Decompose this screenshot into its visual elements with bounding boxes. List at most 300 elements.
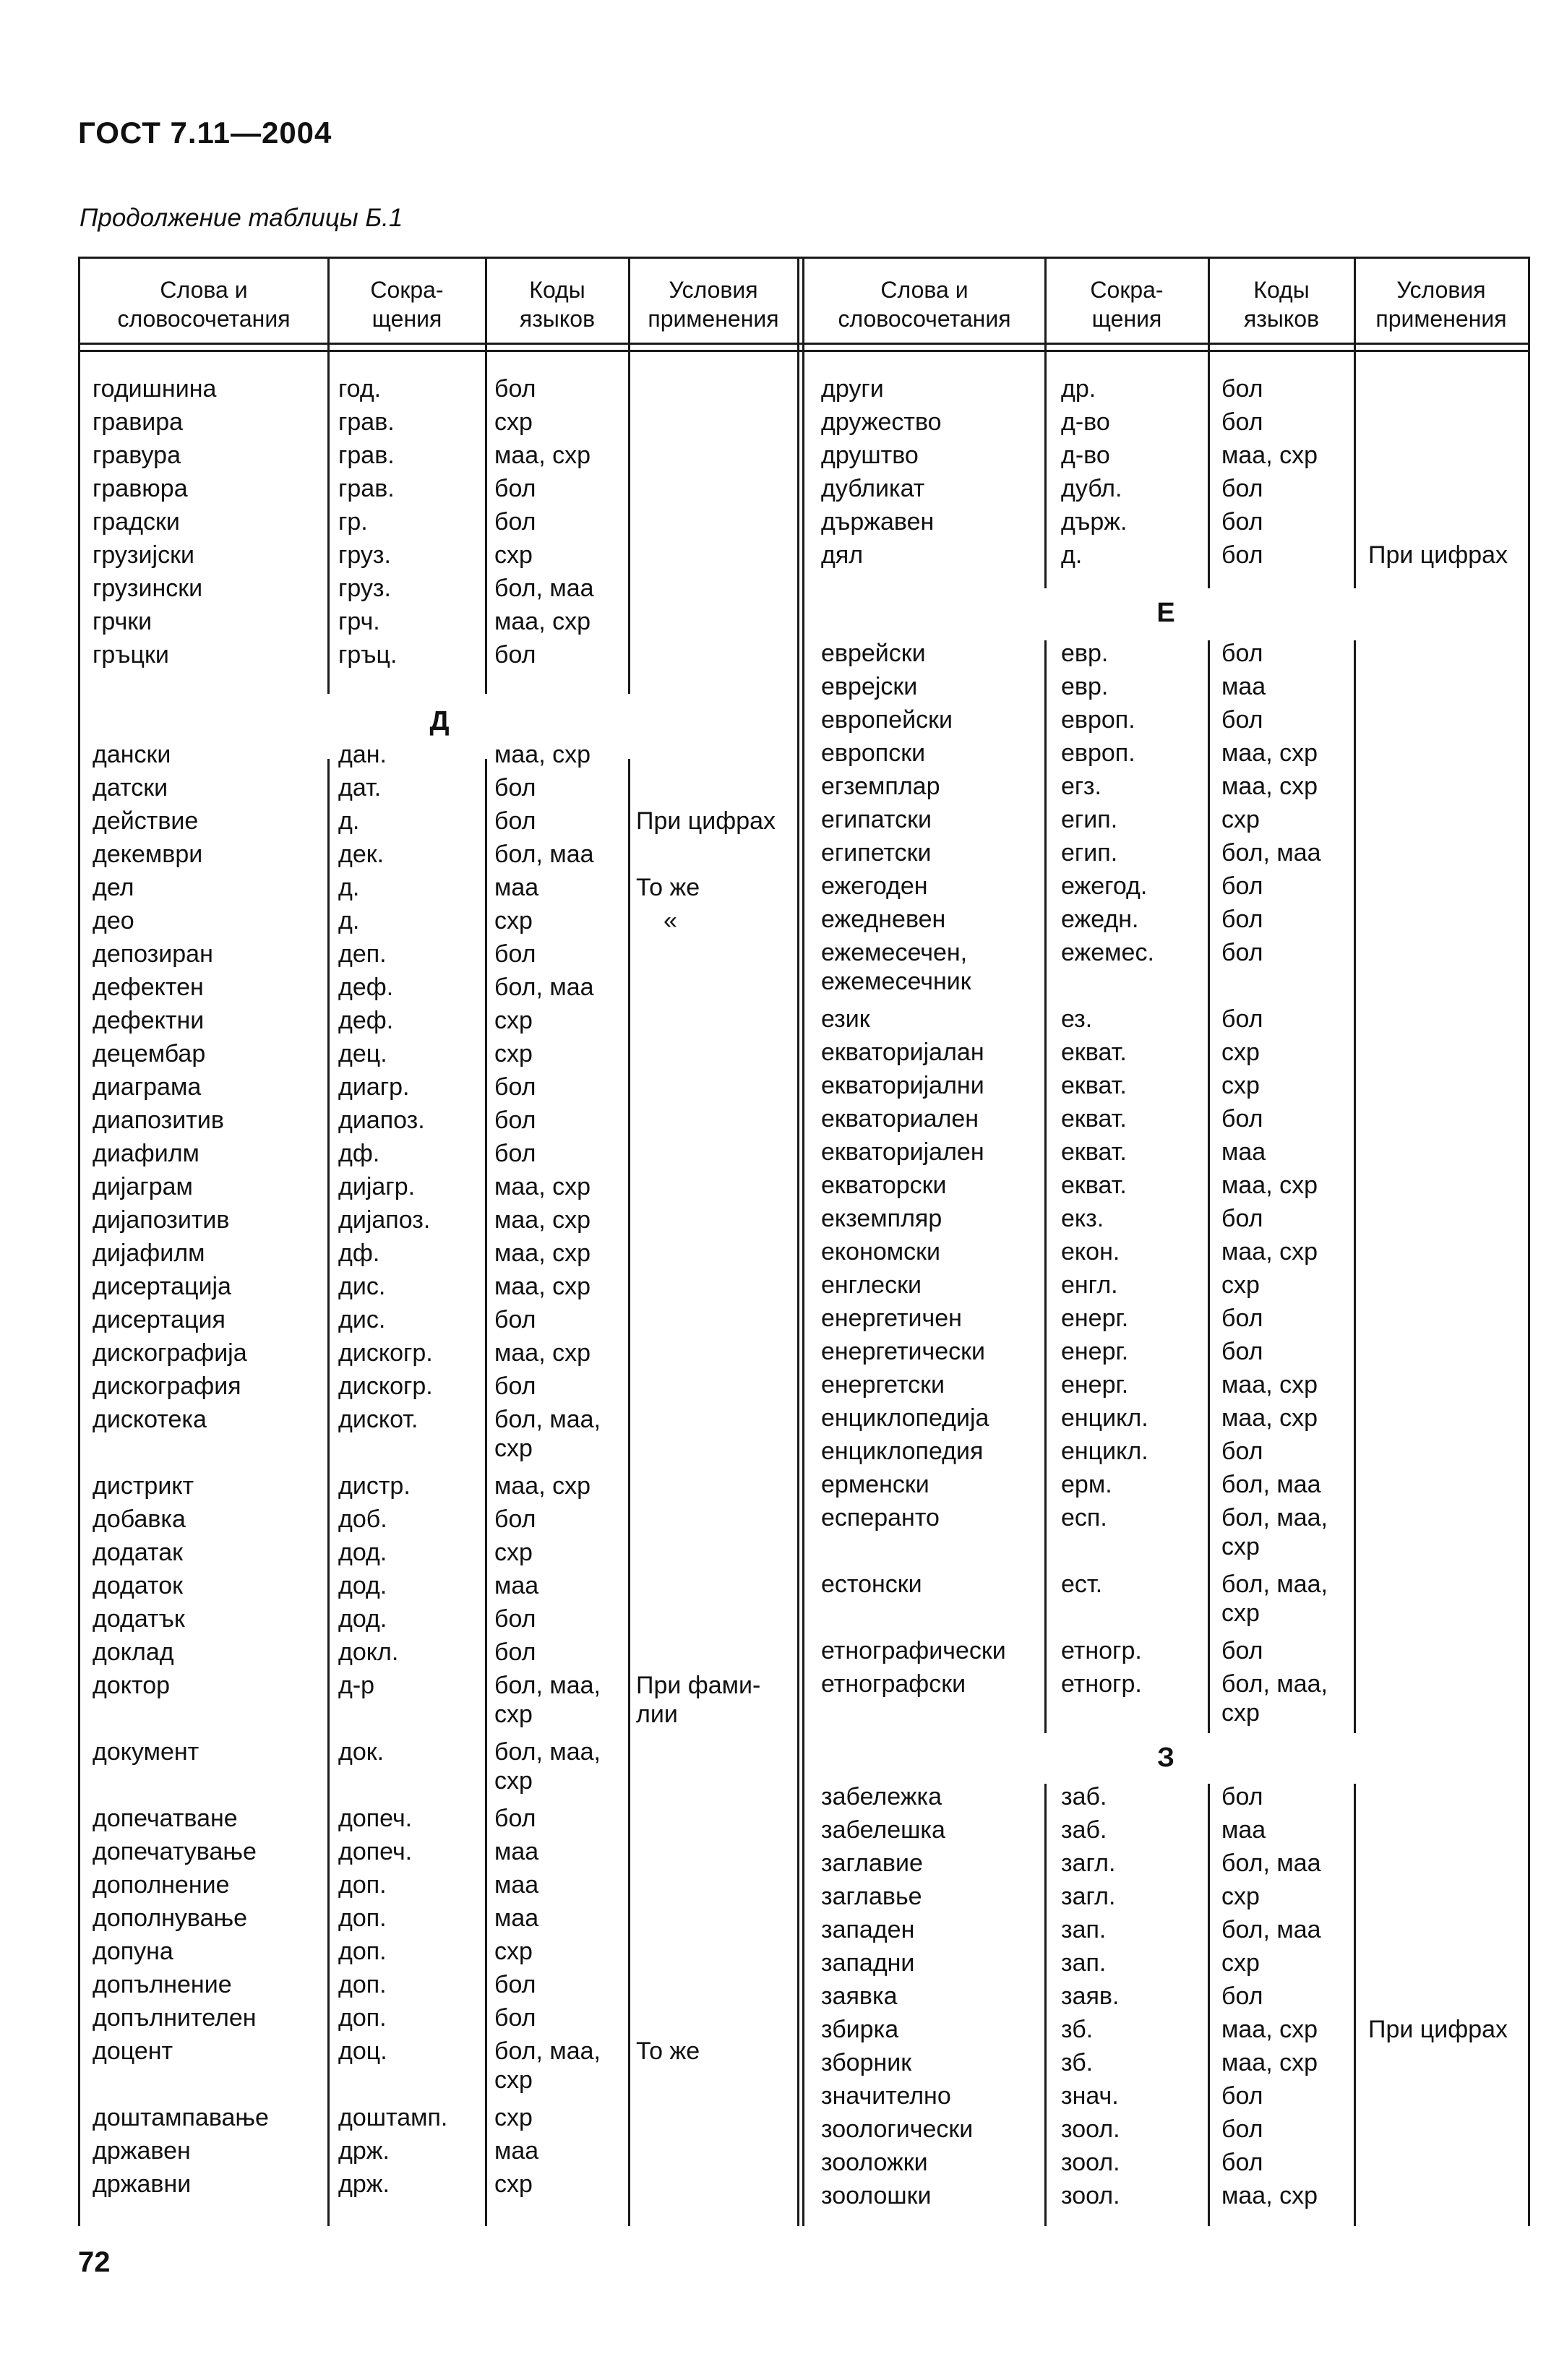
left-language-codes-cell: маа, схр <box>494 442 590 469</box>
left-language-codes-cell: бол, маа, схр <box>494 1406 601 1462</box>
left-abbreviation-cell: доп. <box>338 1904 387 1932</box>
left-language-codes-cell: маа <box>494 1572 539 1599</box>
right-language-codes-cell: маа <box>1221 1816 1266 1844</box>
body-vrule <box>1208 640 1210 1733</box>
right-abbreviation-cell: етногр. <box>1061 1670 1142 1698</box>
right-language-codes-cell: бол, маа, схр <box>1221 1571 1328 1627</box>
right-word-cell: екваторијалан <box>821 1039 984 1066</box>
right-word-cell: еврејски <box>821 673 918 700</box>
left-language-codes-cell: бол <box>494 1605 536 1633</box>
left-language-codes-cell: бол <box>494 1140 536 1167</box>
left-word-cell: доктор <box>93 1672 171 1699</box>
left-abbreviation-cell: дод. <box>338 1539 387 1566</box>
body-vrule <box>802 350 804 2226</box>
left-conditions-cell: При фами- лии <box>636 1672 761 1728</box>
left-language-codes-cell: маа, схр <box>494 741 590 768</box>
left-word-cell: гравюра <box>93 475 188 502</box>
left-word-cell: диапозитив <box>93 1107 224 1134</box>
left-abbreviation-cell: дистр. <box>338 1472 411 1500</box>
right-language-codes-cell: бол <box>1221 2082 1263 2110</box>
left-language-codes-cell: маа, схр <box>494 1273 590 1300</box>
right-word-cell: економски <box>821 1238 941 1266</box>
left-abbreviation-cell: допеч. <box>338 1805 413 1832</box>
left-word-cell: дискографија <box>93 1339 247 1367</box>
right-language-codes-cell: маа <box>1221 1138 1266 1166</box>
right-language-codes-cell: бол, маа, схр <box>1221 1670 1328 1727</box>
left-word-cell: допуна <box>93 1938 173 1965</box>
left-language-codes-cell: бол <box>494 1107 536 1134</box>
left-abbreviation-cell: деф. <box>338 974 394 1001</box>
right-language-codes-cell: маа, схр <box>1221 2182 1318 2209</box>
right-abbreviation-cell: зап. <box>1061 1949 1107 1977</box>
right-language-codes-cell: бол, маа <box>1221 1916 1321 1943</box>
right-word-cell: екземпляр <box>821 1205 942 1232</box>
left-abbreviation-cell: доп. <box>338 1871 387 1899</box>
left-abbreviation-cell: дат. <box>338 774 382 802</box>
right-language-codes-cell: маа <box>1221 673 1266 700</box>
header-vrule <box>1044 257 1047 352</box>
right-abbreviation-cell: ерм. <box>1061 1471 1112 1498</box>
left-language-codes-cell: бол, маа <box>494 841 594 868</box>
left-language-codes-cell: схр <box>494 907 533 935</box>
left-abbreviation-cell: дф. <box>338 1140 380 1167</box>
left-word-cell: дополнение <box>93 1871 230 1899</box>
left-language-codes-cell: бол, маа <box>494 575 594 602</box>
left-abbreviation-cell: д. <box>338 874 360 901</box>
right-word-cell: дубликат <box>821 475 925 502</box>
right-language-codes-cell: бол <box>1221 541 1263 569</box>
left-language-codes-cell: маа <box>494 1871 539 1899</box>
right-word-cell: западен <box>821 1916 915 1943</box>
left-abbreviation-cell: дискогр. <box>338 1339 433 1367</box>
right-abbreviation-cell: д-во <box>1061 442 1110 469</box>
right-conditions-cell: При цифрах <box>1368 2016 1508 2043</box>
left-language-codes-cell: маа <box>494 874 539 901</box>
body-vrule <box>1208 1784 1210 2226</box>
left-abbreviation-cell: груз. <box>338 541 391 569</box>
left-conditions-cell: « <box>663 907 677 935</box>
col-header-abbr-right: Сокра- щения <box>1090 277 1164 332</box>
right-word-cell: заглавье <box>821 1883 922 1910</box>
left-abbreviation-cell: диапоз. <box>338 1107 425 1134</box>
left-language-codes-cell: маа, схр <box>494 1173 590 1200</box>
left-language-codes-cell: схр <box>494 408 533 436</box>
col-header-conditions-right: Условия применения <box>1375 277 1507 332</box>
left-abbreviation-cell: дф. <box>338 1240 380 1267</box>
left-language-codes-cell: схр <box>494 2104 533 2131</box>
left-language-codes-cell: маа, схр <box>494 1339 590 1367</box>
left-language-codes-cell: бол, маа, схр <box>494 1672 601 1728</box>
header-vrule <box>802 257 804 352</box>
left-abbreviation-cell: дан. <box>338 741 387 768</box>
left-abbreviation-cell: дискогр. <box>338 1372 433 1400</box>
right-abbreviation-cell: ежегод. <box>1061 872 1148 900</box>
right-language-codes-cell: маа, схр <box>1221 1404 1318 1432</box>
right-language-codes-cell: маа, схр <box>1221 2049 1318 2076</box>
left-language-codes-cell: маа, схр <box>494 608 590 635</box>
right-word-cell: зооложки <box>821 2149 928 2176</box>
right-abbreviation-cell: екз. <box>1061 1205 1104 1232</box>
left-word-cell: децембар <box>93 1040 206 1067</box>
right-abbreviation-cell: егз. <box>1061 773 1101 800</box>
left-language-codes-cell: маа, схр <box>494 1206 590 1234</box>
left-word-cell: дански <box>93 741 171 768</box>
right-language-codes-cell: бол, маа <box>1221 1850 1321 1877</box>
left-language-codes-cell: схр <box>494 1938 533 1965</box>
left-language-codes-cell: бол <box>494 1073 536 1101</box>
right-abbreviation-cell: зап. <box>1061 1916 1107 1943</box>
left-word-cell: доклад <box>93 1638 174 1666</box>
left-abbreviation-cell: д-р <box>338 1672 375 1699</box>
right-language-codes-cell: маа, схр <box>1221 739 1318 767</box>
col-header-codes-left: Коды языков <box>519 277 596 332</box>
left-abbreviation-cell: деп. <box>338 940 387 968</box>
left-language-codes-cell: бол <box>494 940 536 968</box>
section-letter: Д <box>429 706 450 736</box>
right-language-codes-cell: схр <box>1221 1949 1260 1977</box>
left-language-codes-cell: бол <box>494 641 536 669</box>
section-letter: З <box>1157 1743 1174 1773</box>
body-vrule <box>1354 350 1356 588</box>
left-word-cell: део <box>93 907 134 935</box>
left-language-codes-cell: схр <box>494 1007 533 1034</box>
left-abbreviation-cell: д. <box>338 907 360 935</box>
right-word-cell: естонски <box>821 1571 922 1598</box>
right-language-codes-cell: схр <box>1221 1271 1260 1299</box>
right-abbreviation-cell: зоол. <box>1061 2182 1120 2209</box>
right-word-cell: дружество <box>821 408 942 436</box>
left-language-codes-cell: маа <box>494 1838 539 1865</box>
left-abbreviation-cell: доп. <box>338 1938 387 1965</box>
header-vrule <box>78 257 80 352</box>
body-vrule <box>1044 1784 1047 2226</box>
left-word-cell: грчки <box>93 608 153 635</box>
right-language-codes-cell: бол <box>1221 1982 1263 2010</box>
left-conditions-cell: То же <box>636 2037 700 2065</box>
left-word-cell: додатак <box>93 1539 183 1566</box>
left-language-codes-cell: бол <box>494 774 536 802</box>
left-language-codes-cell: маа, схр <box>494 1240 590 1267</box>
right-word-cell: ежемесечен, ежемесечник <box>821 939 971 995</box>
right-word-cell: друштво <box>821 442 919 469</box>
right-word-cell: египетски <box>821 839 932 867</box>
left-abbreviation-cell: грав. <box>338 475 395 502</box>
left-abbreviation-cell: дискот. <box>338 1406 418 1433</box>
right-word-cell: зоологически <box>821 2115 974 2143</box>
left-abbreviation-cell: грав. <box>338 442 395 469</box>
left-word-cell: грузијски <box>93 541 194 569</box>
right-word-cell: забелешка <box>821 1816 945 1844</box>
right-language-codes-cell: схр <box>1221 806 1260 833</box>
right-abbreviation-cell: евр. <box>1061 640 1109 667</box>
right-language-codes-cell: бол, маа, схр <box>1221 1504 1328 1560</box>
right-abbreviation-cell: дубл. <box>1061 475 1122 502</box>
left-abbreviation-cell: држ. <box>338 2170 390 2198</box>
right-word-cell: египатски <box>821 806 932 833</box>
right-language-codes-cell: бол <box>1221 939 1263 966</box>
right-abbreviation-cell: енцикл. <box>1061 1438 1148 1465</box>
left-language-codes-cell: схр <box>494 541 533 569</box>
right-language-codes-cell: бол <box>1221 1105 1263 1133</box>
left-word-cell: диаграма <box>93 1073 202 1101</box>
right-abbreviation-cell: зоол. <box>1061 2149 1120 2176</box>
right-language-codes-cell: маа, схр <box>1221 773 1318 800</box>
right-abbreviation-cell: егип. <box>1061 806 1118 833</box>
right-abbreviation-cell: зб. <box>1061 2016 1094 2043</box>
right-language-codes-cell: бол <box>1221 408 1263 436</box>
body-vrule <box>1354 1784 1356 2226</box>
left-word-cell: градски <box>93 508 180 536</box>
left-language-codes-cell: бол <box>494 1372 536 1400</box>
right-abbreviation-cell: екват. <box>1061 1138 1127 1166</box>
body-vrule <box>628 350 630 694</box>
left-language-codes-cell: бол <box>494 1971 536 1998</box>
left-language-codes-cell: бол <box>494 375 536 403</box>
left-word-cell: дистрикт <box>93 1472 194 1500</box>
left-language-codes-cell: схр <box>494 2170 533 2198</box>
right-word-cell: екваторијален <box>821 1138 984 1166</box>
body-vrule <box>1044 640 1047 1733</box>
left-abbreviation-cell: гръц. <box>338 641 398 669</box>
body-vrule <box>327 759 330 2226</box>
left-abbreviation-cell: дец. <box>338 1040 387 1067</box>
left-word-cell: допълнение <box>93 1971 232 1998</box>
left-word-cell: дефектни <box>93 1007 205 1034</box>
left-language-codes-cell: бол <box>494 1805 536 1832</box>
right-abbreviation-cell: ест. <box>1061 1571 1103 1598</box>
right-abbreviation-cell: ез. <box>1061 1005 1093 1033</box>
left-language-codes-cell: схр <box>494 1539 533 1566</box>
right-language-codes-cell: бол <box>1221 1205 1263 1232</box>
right-abbreviation-cell: зб. <box>1061 2049 1094 2076</box>
right-word-cell: значително <box>821 2082 951 2110</box>
left-abbreviation-cell: дијапоз. <box>338 1206 431 1234</box>
right-abbreviation-cell: заяв. <box>1061 1982 1120 2010</box>
left-abbreviation-cell: доб. <box>338 1505 387 1533</box>
right-abbreviation-cell: етногр. <box>1061 1637 1142 1664</box>
right-abbreviation-cell: енерг. <box>1061 1338 1129 1365</box>
left-word-cell: државни <box>93 2170 192 2198</box>
right-word-cell: еврейски <box>821 640 926 667</box>
left-word-cell: гравура <box>93 442 181 469</box>
left-language-codes-cell: бол, маа, схр <box>494 1738 601 1795</box>
col-header-conditions-left: Условия применения <box>648 277 779 332</box>
left-abbreviation-cell: д. <box>338 807 360 835</box>
right-abbreviation-cell: екват. <box>1061 1072 1127 1099</box>
left-language-codes-cell: бол <box>494 1306 536 1333</box>
header-vrule <box>1528 257 1530 352</box>
left-abbreviation-cell: док. <box>338 1738 385 1766</box>
right-abbreviation-cell: екват. <box>1061 1105 1127 1133</box>
right-language-codes-cell: маа, схр <box>1221 442 1318 469</box>
right-language-codes-cell: бол <box>1221 1438 1263 1465</box>
body-vrule <box>1044 350 1047 588</box>
right-language-codes-cell: бол <box>1221 706 1263 734</box>
left-word-cell: дијапозитив <box>93 1206 230 1234</box>
left-abbreviation-cell: диагр. <box>338 1073 410 1101</box>
right-language-codes-cell: бол, маа <box>1221 1471 1321 1498</box>
right-word-cell: збирка <box>821 2016 899 2043</box>
right-abbreviation-cell: загл. <box>1061 1883 1116 1910</box>
right-word-cell: егземплар <box>821 773 940 800</box>
header-vrule <box>327 257 330 352</box>
right-abbreviation-cell: знач. <box>1061 2082 1119 2110</box>
right-language-codes-cell: бол <box>1221 1637 1263 1664</box>
right-abbreviation-cell: държ. <box>1061 508 1128 536</box>
left-word-cell: допечатување <box>93 1838 257 1865</box>
right-abbreviation-cell: ежедн. <box>1061 906 1139 933</box>
right-word-cell: енергетически <box>821 1338 985 1365</box>
left-word-cell: дел <box>93 874 134 901</box>
right-abbreviation-cell: енцикл. <box>1061 1404 1148 1432</box>
left-word-cell: датски <box>93 774 168 802</box>
right-conditions-cell: При цифрах <box>1368 541 1508 569</box>
left-abbreviation-cell: доп. <box>338 1971 387 1998</box>
left-language-codes-cell: бол <box>494 1638 536 1666</box>
left-word-cell: допълнителен <box>93 2004 257 2032</box>
right-language-codes-cell: бол <box>1221 1783 1263 1810</box>
left-word-cell: допечатване <box>93 1805 238 1832</box>
left-abbreviation-cell: груз. <box>338 575 391 602</box>
left-word-cell: действие <box>93 807 199 835</box>
left-abbreviation-cell: деф. <box>338 1007 394 1034</box>
col-header-codes-right: Коды языков <box>1243 277 1320 332</box>
left-word-cell: депозиран <box>93 940 213 968</box>
left-word-cell: додаток <box>93 1572 183 1599</box>
left-word-cell: дополнување <box>93 1904 248 1932</box>
left-word-cell: дефектен <box>93 974 204 1001</box>
right-abbreviation-cell: екон. <box>1061 1238 1120 1266</box>
right-language-codes-cell: схр <box>1221 1883 1260 1910</box>
right-language-codes-cell: схр <box>1221 1039 1260 1066</box>
right-abbreviation-cell: егип. <box>1061 839 1118 867</box>
header-vrule <box>797 257 799 352</box>
right-abbreviation-cell: заб. <box>1061 1816 1107 1844</box>
left-abbreviation-cell: дод. <box>338 1572 387 1599</box>
left-word-cell: доштампавање <box>93 2104 269 2131</box>
right-word-cell: ежегоден <box>821 872 928 900</box>
right-abbreviation-cell: заб. <box>1061 1783 1107 1810</box>
right-abbreviation-cell: зоол. <box>1061 2115 1120 2143</box>
right-language-codes-cell: маа, схр <box>1221 1172 1318 1199</box>
right-word-cell: зборник <box>821 2049 912 2076</box>
left-language-codes-cell: бол <box>494 807 536 835</box>
right-word-cell: западни <box>821 1949 915 1977</box>
right-word-cell: европски <box>821 739 926 767</box>
left-language-codes-cell: маа <box>494 1904 539 1932</box>
left-language-codes-cell: бол, маа <box>494 974 594 1001</box>
left-word-cell: доцент <box>93 2037 173 2065</box>
right-abbreviation-cell: европ. <box>1061 739 1135 767</box>
right-language-codes-cell: бол <box>1221 1305 1263 1332</box>
left-language-codes-cell: бол <box>494 2004 536 2032</box>
left-abbreviation-cell: доштамп. <box>338 2104 448 2131</box>
table-continuation-caption: Продолжение таблицы Б.1 <box>80 204 403 232</box>
right-word-cell: европейски <box>821 706 953 734</box>
right-language-codes-cell: маа, схр <box>1221 1238 1318 1266</box>
right-language-codes-cell: схр <box>1221 1072 1260 1099</box>
body-vrule <box>485 350 487 694</box>
header-vrule <box>485 257 487 352</box>
right-word-cell: екваторијални <box>821 1072 984 1099</box>
right-language-codes-cell: маа, схр <box>1221 2016 1318 2043</box>
left-language-codes-cell: маа, схр <box>494 1472 590 1500</box>
right-language-codes-cell: бол <box>1221 2149 1263 2176</box>
right-word-cell: енциклопедия <box>821 1438 984 1465</box>
left-abbreviation-cell: грав. <box>338 408 395 436</box>
right-language-codes-cell: бол <box>1221 906 1263 933</box>
left-word-cell: добавка <box>93 1505 186 1533</box>
right-language-codes-cell: бол <box>1221 475 1263 502</box>
left-word-cell: гравира <box>93 408 184 436</box>
left-word-cell: дисертация <box>93 1306 226 1333</box>
right-word-cell: език <box>821 1005 870 1033</box>
right-abbreviation-cell: енерг. <box>1061 1305 1129 1332</box>
right-word-cell: екваторски <box>821 1172 947 1199</box>
body-vrule <box>485 759 487 2226</box>
right-abbreviation-cell: екват. <box>1061 1039 1127 1066</box>
right-word-cell: енглески <box>821 1271 922 1299</box>
left-word-cell: диафилм <box>93 1140 199 1167</box>
header-vrule <box>1354 257 1356 352</box>
left-abbreviation-cell: допеч. <box>338 1838 413 1865</box>
right-abbreviation-cell: есп. <box>1061 1504 1107 1531</box>
right-word-cell: забележка <box>821 1783 942 1810</box>
left-abbreviation-cell: дис. <box>338 1306 386 1333</box>
left-language-codes-cell: бол <box>494 508 536 536</box>
left-abbreviation-cell: дис. <box>338 1273 386 1300</box>
right-language-codes-cell: бол <box>1221 640 1263 667</box>
right-language-codes-cell: бол <box>1221 1005 1263 1033</box>
right-abbreviation-cell: енерг. <box>1061 1371 1129 1399</box>
right-word-cell: ежедневен <box>821 906 946 933</box>
left-abbreviation-cell: грч. <box>338 608 380 635</box>
right-language-codes-cell: маа, схр <box>1221 1371 1318 1399</box>
right-word-cell: заявка <box>821 1982 898 2010</box>
body-vrule <box>1528 350 1530 2226</box>
left-word-cell: гръцки <box>93 641 169 669</box>
left-abbreviation-cell: дод. <box>338 1605 387 1633</box>
right-word-cell: енциклопедија <box>821 1404 989 1432</box>
right-word-cell: есперанто <box>821 1504 940 1531</box>
left-word-cell: дијаграм <box>93 1173 193 1200</box>
left-language-codes-cell: маа <box>494 2137 539 2165</box>
page-number: 72 <box>78 2246 111 2278</box>
right-word-cell: енергетичен <box>821 1305 962 1332</box>
right-abbreviation-cell: европ. <box>1061 706 1135 734</box>
right-word-cell: държавен <box>821 508 935 536</box>
left-language-codes-cell: бол, маа, схр <box>494 2037 601 2094</box>
left-conditions-cell: То же <box>636 874 700 901</box>
left-abbreviation-cell: доц. <box>338 2037 387 2065</box>
col-header-words-right: Слова и словосочетания <box>838 277 1011 332</box>
right-abbreviation-cell: д. <box>1061 541 1083 569</box>
left-abbreviation-cell: докл. <box>338 1638 399 1666</box>
body-vrule <box>797 350 799 2226</box>
left-language-codes-cell: бол <box>494 1505 536 1533</box>
right-language-codes-cell: бол <box>1221 375 1263 403</box>
left-word-cell: државен <box>93 2137 191 2165</box>
col-header-words-left: Слова и словосочетания <box>117 277 291 332</box>
body-vrule <box>78 350 80 2226</box>
section-letter: Е <box>1156 598 1175 628</box>
left-word-cell: документ <box>93 1738 199 1766</box>
col-header-abbr-left: Сокра- щения <box>370 277 444 332</box>
left-word-cell: грузински <box>93 575 203 602</box>
left-abbreviation-cell: гр. <box>338 508 368 536</box>
left-conditions-cell: При цифрах <box>636 807 776 835</box>
right-abbreviation-cell: ежемес. <box>1061 939 1154 966</box>
